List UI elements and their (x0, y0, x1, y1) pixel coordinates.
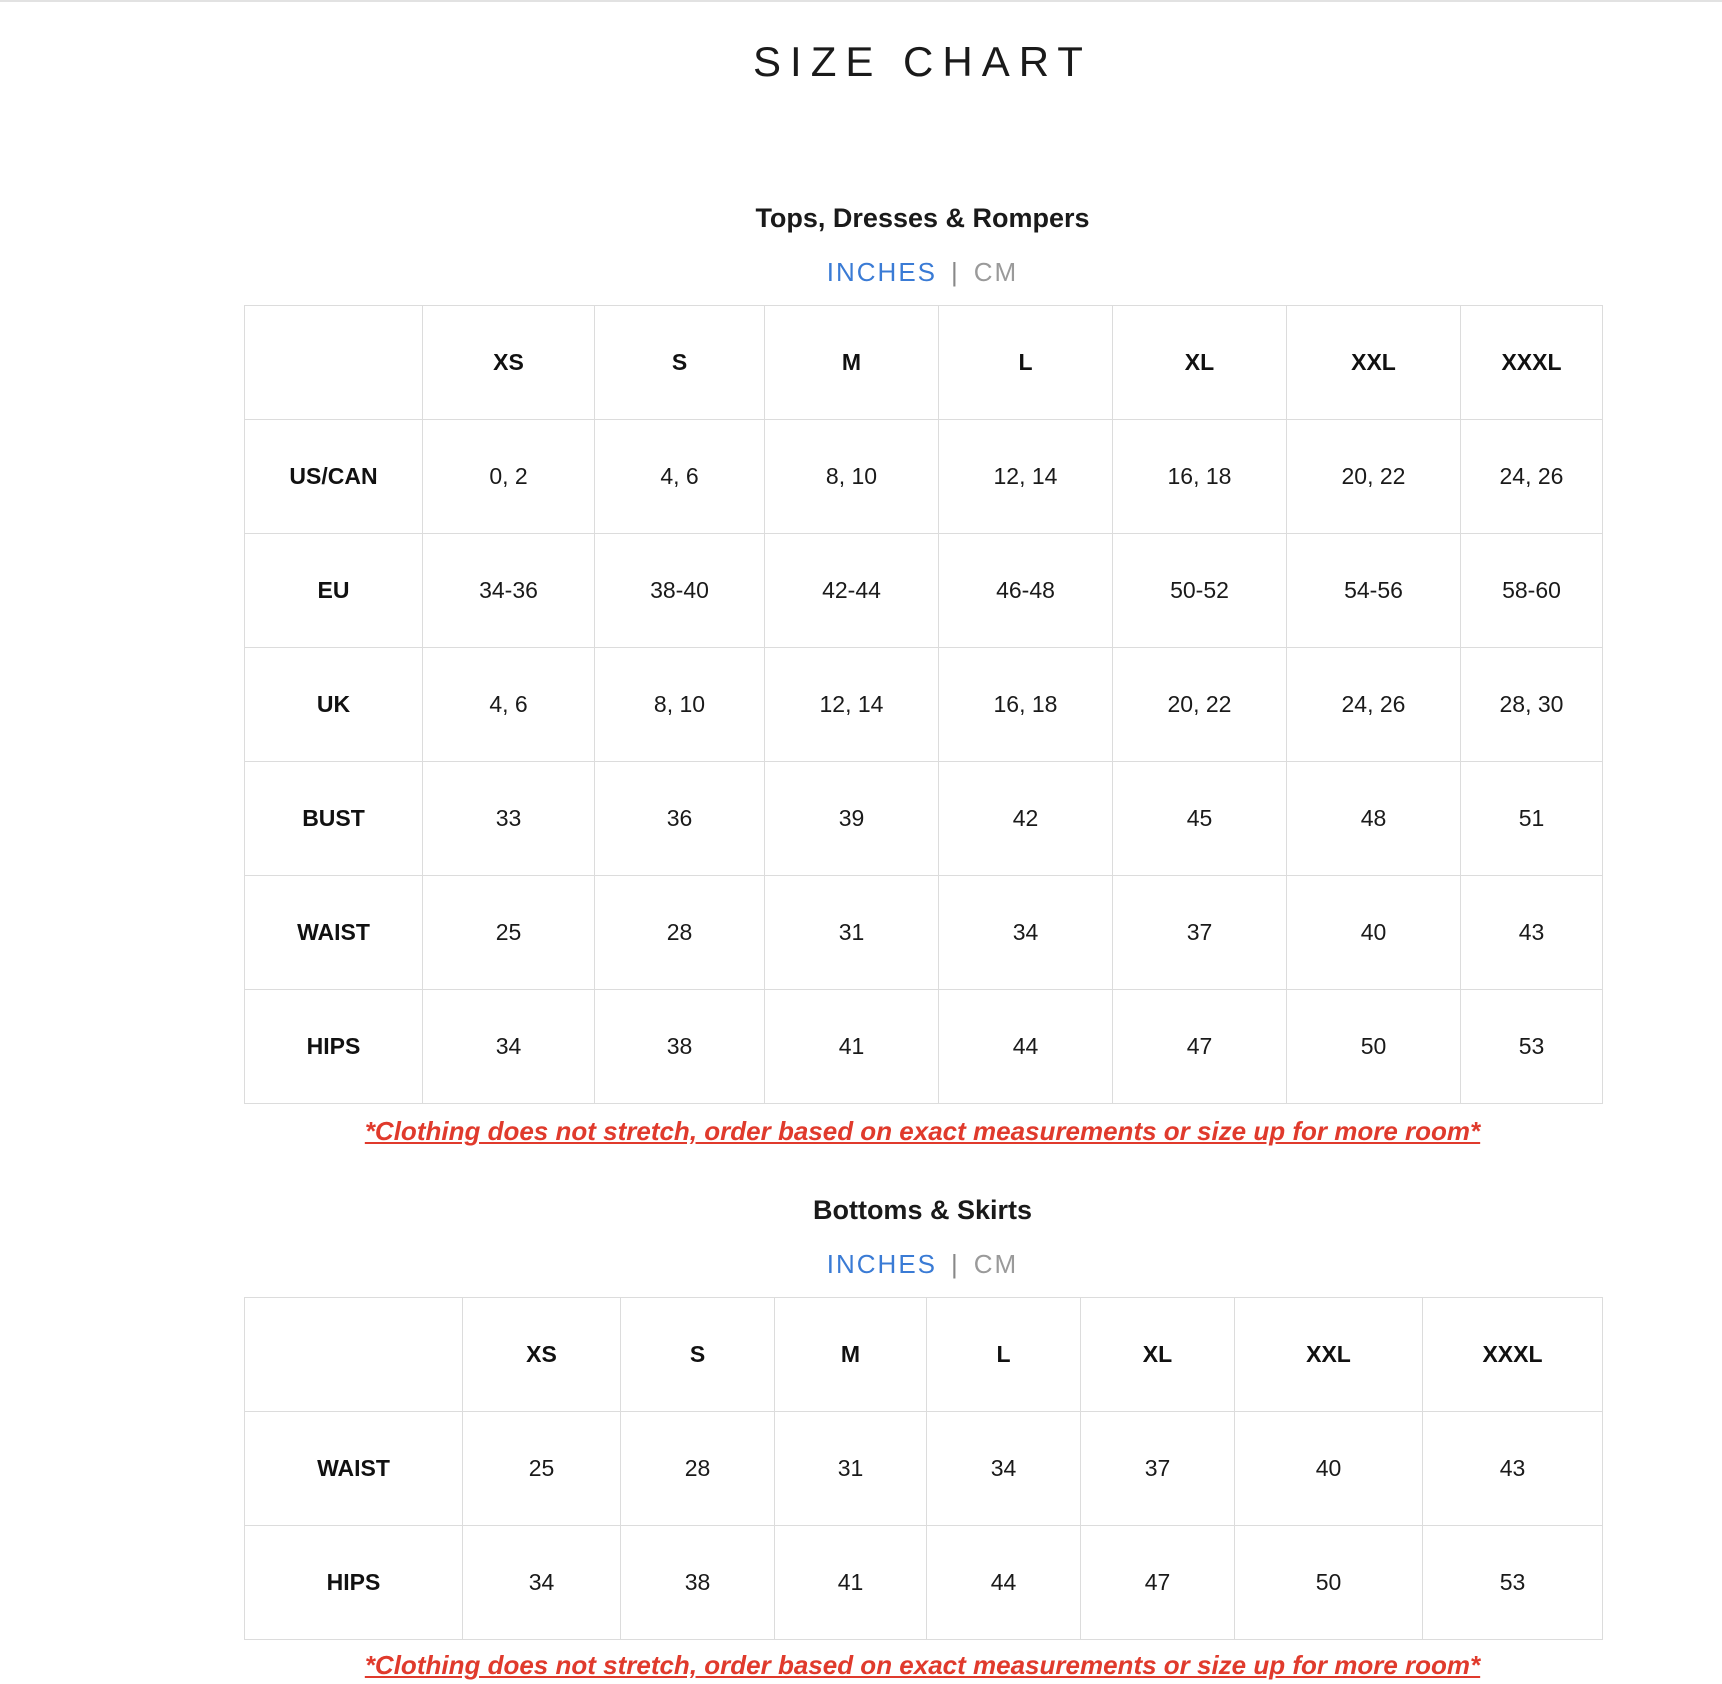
row-label: US/CAN (245, 420, 423, 534)
bottoms-size-table (244, 1297, 1603, 1640)
bottoms-unit-toggle (0, 1240, 1722, 1288)
table-cell: 16, 18 (939, 648, 1113, 762)
size-header-xl: XL (1113, 306, 1287, 420)
tops-stretch-note: *Clothing does not stretch, order based on exact measurements or size up for more room* (364, 1116, 1481, 1146)
table-row (245, 534, 1603, 648)
table-cell: 50 (1235, 1526, 1423, 1640)
bottoms-unit-cm-tab[interactable]: CM (973, 1249, 1019, 1279)
table-cell: 20, 22 (1287, 420, 1461, 534)
table-cell: 50 (1287, 990, 1461, 1104)
tops-unit-separator: | (951, 257, 960, 287)
table-cell: 40 (1235, 1412, 1423, 1526)
table-cell: 8, 10 (595, 648, 765, 762)
tops-unit-inches-tab[interactable]: INCHES (826, 257, 938, 287)
size-header-m: M (775, 1298, 927, 1412)
table-cell: 20, 22 (1113, 648, 1287, 762)
table-cell: 44 (939, 990, 1113, 1104)
size-header-m: M (765, 306, 939, 420)
table-cell: 42 (939, 762, 1113, 876)
tops-unit-cm-tab[interactable]: CM (973, 257, 1019, 287)
table-cell: 24, 26 (1461, 420, 1603, 534)
table-cell: 31 (765, 876, 939, 990)
table-cell: 34 (423, 990, 595, 1104)
bottoms-unit-separator: | (951, 1249, 960, 1279)
size-header-xs: XS (463, 1298, 621, 1412)
table-cell: 38 (621, 1526, 775, 1640)
table-cell: 46-48 (939, 534, 1113, 648)
table-row (245, 876, 1603, 990)
tops-section-title: Tops, Dresses & Rompers (755, 203, 1090, 233)
bottoms-unit-inches-tab[interactable]: INCHES (826, 1249, 938, 1279)
table-row (245, 420, 1603, 534)
table-row (245, 648, 1603, 762)
table-row (245, 762, 1603, 876)
table-cell: 45 (1113, 762, 1287, 876)
table-cell: 48 (1287, 762, 1461, 876)
table-cell: 25 (463, 1412, 621, 1526)
table-cell: 34 (463, 1526, 621, 1640)
bottoms-header-row (245, 1298, 1603, 1412)
table-cell: 4, 6 (423, 648, 595, 762)
table-cell: 47 (1113, 990, 1287, 1104)
size-header-xxxl: XXXL (1461, 306, 1603, 420)
table-cell: 4, 6 (595, 420, 765, 534)
table-cell: 40 (1287, 876, 1461, 990)
size-header-s: S (621, 1298, 775, 1412)
table-cell: 0, 2 (423, 420, 595, 534)
row-label: WAIST (245, 876, 423, 990)
table-cell: 8, 10 (765, 420, 939, 534)
row-label: UK (245, 648, 423, 762)
table-cell: 50-52 (1113, 534, 1287, 648)
table-cell: 16, 18 (1113, 420, 1287, 534)
tops-header-row (245, 306, 1603, 420)
table-cell: 33 (423, 762, 595, 876)
table-cell: 37 (1081, 1412, 1235, 1526)
size-header-l: L (927, 1298, 1081, 1412)
row-label: WAIST (245, 1412, 463, 1526)
table-cell: 41 (775, 1526, 927, 1640)
size-header-xxl: XXL (1235, 1298, 1423, 1412)
table-cell: 43 (1461, 876, 1603, 990)
table-cell: 58-60 (1461, 534, 1603, 648)
table-row (245, 1412, 1603, 1526)
table-cell: 37 (1113, 876, 1287, 990)
row-label: HIPS (245, 990, 423, 1104)
table-cell: 42-44 (765, 534, 939, 648)
size-header-l: L (939, 306, 1113, 420)
table-cell: 24, 26 (1287, 648, 1461, 762)
table-cell: 38-40 (595, 534, 765, 648)
tops-unit-toggle (0, 248, 1722, 296)
table-cell: 51 (1461, 762, 1603, 876)
table-cell: 41 (765, 990, 939, 1104)
size-header-xxl: XXL (1287, 306, 1461, 420)
tops-section-header (0, 198, 1722, 296)
table-cell: 28 (595, 876, 765, 990)
table-cell: 12, 14 (939, 420, 1113, 534)
bottoms-section-header (0, 1190, 1722, 1288)
tops-corner-cell (245, 306, 423, 420)
table-cell: 31 (775, 1412, 927, 1526)
table-row (245, 1526, 1603, 1640)
page-title: SIZE CHART (753, 38, 1092, 85)
table-cell: 28, 30 (1461, 648, 1603, 762)
bottoms-corner-cell (245, 1298, 463, 1412)
table-cell: 34-36 (423, 534, 595, 648)
table-cell: 12, 14 (765, 648, 939, 762)
size-header-xxxl: XXXL (1423, 1298, 1603, 1412)
bottoms-stretch-note: *Clothing does not stretch, order based on exact measurements or size up for more room* (364, 1650, 1481, 1680)
table-cell: 36 (595, 762, 765, 876)
row-label: EU (245, 534, 423, 648)
table-cell: 34 (927, 1412, 1081, 1526)
table-row (245, 990, 1603, 1104)
size-header-s: S (595, 306, 765, 420)
row-label: BUST (245, 762, 423, 876)
top-divider (0, 0, 1722, 2)
table-cell: 47 (1081, 1526, 1235, 1640)
table-cell: 53 (1461, 990, 1603, 1104)
table-cell: 38 (595, 990, 765, 1104)
table-cell: 43 (1423, 1412, 1603, 1526)
size-header-xs: XS (423, 306, 595, 420)
size-header-xl: XL (1081, 1298, 1235, 1412)
table-cell: 34 (939, 876, 1113, 990)
tops-size-table (244, 305, 1603, 1104)
table-cell: 54-56 (1287, 534, 1461, 648)
table-cell: 53 (1423, 1526, 1603, 1640)
table-cell: 39 (765, 762, 939, 876)
bottoms-section-title: Bottoms & Skirts (812, 1195, 1033, 1225)
table-cell: 28 (621, 1412, 775, 1526)
row-label: HIPS (245, 1526, 463, 1640)
table-cell: 25 (423, 876, 595, 990)
table-cell: 44 (927, 1526, 1081, 1640)
